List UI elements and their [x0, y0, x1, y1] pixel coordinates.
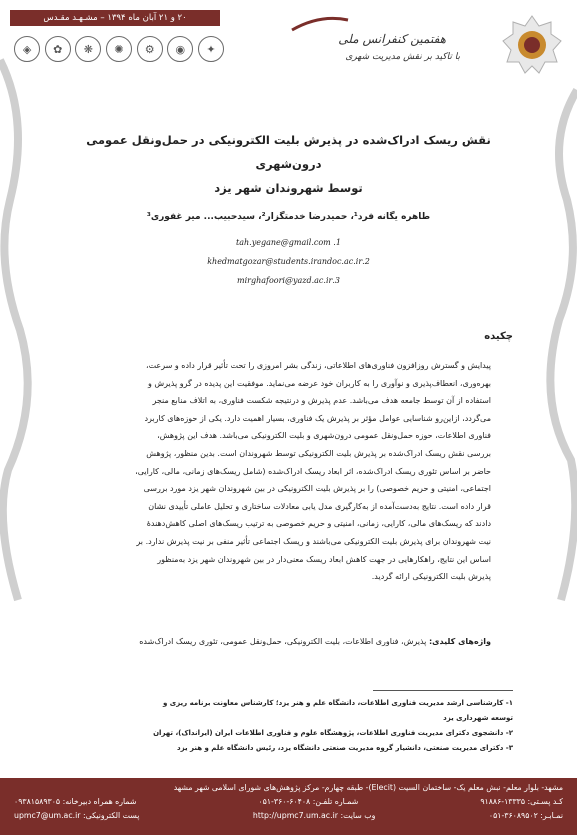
- abstract-line: بررسی نقش ریسک ادراک‌شده بر پذیرش بلیت الکترونیکی توسط شهروندان است. بدین منظور، پژوهش: [146, 448, 491, 458]
- paper-title-line2: توسط شهروندان شهر یزد: [214, 181, 363, 195]
- conference-swoosh-icon: [290, 12, 350, 34]
- sponsor-logos: [14, 34, 224, 64]
- footnote: ۲- دانشجوی دکترای مدیریت فناوری اطلاعات، پژوهشگاه علوم و فناوری اطلاعات ایران (ایرانداک)، تهران: [153, 729, 513, 737]
- abstract-line: حاضر بر اساس تئوری ریسک ادراک‌شده، اثر ابعاد ریسک ادراک‌شده (شامل ریسک‌های زمانی، مالی، کارایی،: [135, 466, 491, 476]
- abstract-line: می‌گردد، ازاین‌رو شناسایی عوامل مؤثر بر پذیرش یک فناوری، بسیار اهمیت دارد. یکی از حوزه‌های کاربرد: [144, 413, 491, 423]
- abstract-line: دادند که ریسک‌های مالی، کارایی، زمانی، امنیتی و حریم خصوصی به ترتیب ریسک‌های اصلی کاهش‌دهندهٔ: [146, 519, 491, 529]
- footer-website: [253, 811, 375, 820]
- conference-medal-icon: [501, 14, 563, 76]
- abstract-body: [72, 357, 491, 586]
- abstract-line: استفاده از آن توسط جامعه هدف می‌باشد. عدم پذیرش و درنتیجه شکست فناوری، به اتلاف منابع منجر: [152, 396, 491, 406]
- author-email: 2.khedmatgozar@students.irandoc.ac.ir: [207, 257, 370, 266]
- keywords-text: پذیرش، فناوری اطلاعات، بلیت الکترونیکی، حمل‌ونقل عمومی، تئوری ریسک ادراک‌شده: [139, 637, 427, 646]
- author-email: 3.mirghafoori@yazd.ac.ir: [237, 276, 340, 285]
- abstract-line: نیت شهروندان برای پذیرش بلیت الکترونیکی می‌باشند و ریسک اجتماعی تأثیر منفی بر نیت پذیرش ندارد. بر: [136, 536, 491, 546]
- abstract-line: پذیرش بلیت الکترونیکی ارائه گردید.: [371, 572, 491, 582]
- conference-title: [250, 12, 460, 72]
- footer-email-label: پست الکترونیکی:: [82, 811, 140, 820]
- sponsor-logo-icon: ✺: [106, 36, 132, 62]
- footer-secretariat: شماره همراه دبیرخانه: ۰۹۳۸۱۵۸۹۳۰۵: [14, 797, 137, 806]
- keywords-label: واژه‌های کلیدی:: [428, 637, 491, 646]
- right-ornament: [537, 0, 577, 835]
- abstract-line: اجتماعی، امنیتی و حریم خصوصی) را بر پذیرش بلیت الکترونیکی در بین شهروندان شهر یزد مورد بررسی: [143, 484, 491, 494]
- sponsor-logo-icon: ❋: [75, 36, 101, 62]
- sponsor-logo-icon: ⚙: [137, 36, 163, 62]
- abstract-line: اساس این نتایج، راهکارهایی در جهت کاهش ابعاد ریسک معنی‌دار در بین شهروندان شهر یزد به‌منظور: [157, 554, 491, 564]
- abstract-line: فناوری اطلاعات، حوزه حمل‌ونقل عمومی درون‌شهری و بلیت الکترونیکی می‌باشد. هدف این پژوهش،: [157, 431, 491, 441]
- paper-title: [60, 128, 517, 200]
- footer-postal: کـد پسـتی: ۱۳۳۳۵-۹۱۸۸۶: [480, 797, 563, 806]
- keywords: [100, 637, 491, 646]
- footnote: ۱- کارشناسی ارشد مدیریت فناوری اطلاعات، دانشگاه علم و هنر یزد؛ کارشناس معاونت برنامه ریزی و توسعه شهرداری یزد: [163, 699, 513, 722]
- footer-row-2: [14, 811, 563, 820]
- footer-website-label: وب سایت:: [340, 811, 376, 820]
- footer-fax: نمـابـر: ۳۶۰۸۹۵۰۲-۰۵۱: [488, 811, 563, 820]
- abstract-line: قرار داده است. نتایج به‌دست‌آمده از به‌کارگیری مدل یابی معادلات ساختاری و تحلیل عاملی تأییدی نشان: [148, 501, 491, 511]
- abstract-line: پیدایش و گسترش روزافزون فناوری‌های اطلاعاتی، زندگی بشر امروزی را تحت تأثیر قرار داده و سرعت،: [145, 361, 491, 370]
- footer-email-link[interactable]: upmc7@um.ac.ir: [14, 811, 81, 820]
- conference-date: ۲۰ و ۲۱ آبان ماه ۱۳۹۴ – مشـهـد مقـدس: [10, 10, 220, 26]
- footer-website-link[interactable]: http://upmc7.um.ac.ir: [252, 811, 338, 820]
- author-email: 1. tah.yegane@gmail.com: [236, 238, 341, 247]
- footer-phone: شمـاره تلفـن: ۶۰۴۰۸-۳۶۰-۰۵۱: [258, 797, 359, 806]
- left-ornament: [0, 0, 40, 835]
- conference-title-line2: با تاکید بر نقش مدیریت شهری: [345, 52, 460, 62]
- sponsor-logo-icon: ◈: [14, 36, 40, 62]
- paper-title-line1: نقش ریسک ادراک‌شده در پذیرش بلیت الکترونیکی در حمل‌ونقل عمومی درون‌شهری: [86, 133, 491, 171]
- author-emails: [60, 233, 517, 290]
- abstract-line: بهره‌وری، انعطاف‌پذیری و نوآوری را به کاربران خود عرضه می‌نماید. موفقیت این پدیده در گرو پذیرش و: [147, 378, 491, 388]
- footnotes: [140, 696, 513, 756]
- footer-contact-bar: [0, 778, 577, 835]
- conference-title-line1: هفتمین کنفرانس ملی: [338, 32, 446, 46]
- abstract-heading: چکیده: [484, 331, 513, 342]
- sponsor-logo-icon: ◉: [167, 36, 193, 62]
- sponsor-logo-icon: ✦: [198, 36, 224, 62]
- sponsor-logo-icon: ✿: [45, 36, 71, 62]
- footnote-divider: [373, 690, 513, 691]
- authors: طاهره یگانه فرد¹، حمیدرضا خدمتگزار²، سیدحبیب... میر غفوری³: [146, 212, 431, 222]
- footer-row-1: [14, 797, 563, 806]
- footer-address: مشهد- بلوار معلم- نبش معلم یک- ساختمان السیت (Elecit)- طبقه چهارم- مرکز پژوهش‌های شورای اسلامی شهر مشهد: [173, 783, 563, 792]
- footer-email: [14, 811, 139, 820]
- footnote: ۳- دکترای مدیریت صنعتی، دانشیار گروه مدیریت صنعتی دانشگاه یزد، رئیس دانشگاه علم و هنر یزد: [177, 744, 513, 752]
